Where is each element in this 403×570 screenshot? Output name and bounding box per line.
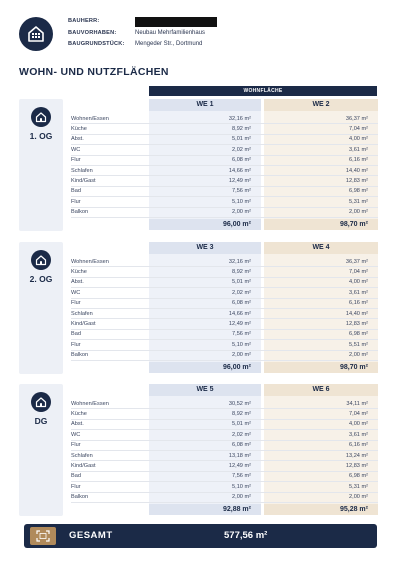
unit-total: 95,28 m² [264,504,378,515]
room-name: Balkon [71,494,89,501]
room-name: Schlafen [71,452,93,459]
room-area-a: 5,10 m² [232,341,251,348]
room-name: Flur [71,157,81,164]
room-area-a: 14,66 m² [228,310,251,317]
table-row [71,124,378,134]
meta-row-bauherr [68,16,217,28]
room-name: Flur [71,341,81,348]
room-area-b: 6,16 m² [349,300,368,307]
floor-label: DG [34,416,48,426]
table-row [71,187,378,197]
room-name: Balkon [71,352,89,359]
floor-label: 2. OG [29,274,53,284]
unit-header: WE 4 [264,242,378,254]
room-area-b: 4,00 m² [349,136,368,143]
unit-header: WE 6 [264,384,378,396]
room-area-a: 6,08 m² [232,442,251,449]
room-area-b: 5,51 m² [349,341,368,348]
house-icon [31,107,51,127]
room-name: Balkon [71,209,89,216]
unit-total: 98,70 m² [264,362,378,373]
table-row [71,135,378,145]
room-area-b: 4,00 m² [349,421,368,428]
room-area-a: 7,56 m² [232,188,251,195]
room-name: Flur [71,198,81,205]
room-area-a: 2,02 m² [232,289,251,296]
table-row [71,278,378,288]
room-area-a: 5,10 m² [232,483,251,490]
room-area-b: 6,98 m² [349,331,368,338]
logo-house-icon [19,17,53,51]
room-area-b: 12,83 m² [345,178,368,185]
room-area-a: 2,00 m² [232,494,251,501]
room-area-b: 5,31 m² [349,483,368,490]
floor-side-panel [19,99,63,231]
wohnflaeche-band: WOHNFLÄCHE [149,86,377,96]
table-row [71,409,378,419]
room-area-a: 2,02 m² [232,431,251,438]
table-row [71,257,378,267]
table-row [71,197,378,207]
room-area-b: 13,24 m² [345,452,368,459]
room-area-a: 5,01 m² [232,421,251,428]
meta-value-vorhaben: Neubau Mehrfamilienhaus [135,29,206,36]
table-row [71,299,378,309]
table-row [71,319,378,329]
room-area-b: 7,04 m² [349,126,368,133]
floor-section [19,242,378,374]
table-row [71,340,378,350]
room-area-b: 12,83 m² [345,463,368,470]
meta-label-vorhaben: BAUVORHABEN: [68,29,117,36]
table-row [71,351,378,361]
page-title: WOHN- UND NUTZFLÄCHEN [19,66,169,78]
table-row [71,399,378,409]
room-area-b: 36,37 m² [345,115,368,122]
room-name: Wohnen/Essen [71,115,109,122]
room-area-b: 5,31 m² [349,198,368,205]
room-area-b: 2,00 m² [349,494,368,501]
unit-header: WE 1 [149,99,261,111]
house-icon [31,392,51,412]
room-name: Abst. [71,421,84,428]
floor-side-panel [19,384,63,516]
project-meta [68,16,217,51]
room-area-a: 8,92 m² [232,411,251,418]
room-name: Kind/Gast [71,321,96,328]
room-area-a: 5,01 m² [232,279,251,286]
room-area-b: 2,00 m² [349,352,368,359]
room-area-a: 7,56 m² [232,473,251,480]
room-name: Küche [71,269,87,276]
room-area-b: 6,98 m² [349,473,368,480]
room-area-a: 12,49 m² [228,321,251,328]
room-name: WC [71,289,81,296]
room-area-a: 5,10 m² [232,198,251,205]
room-name: Bad [71,188,81,195]
house-icon [31,250,51,270]
room-name: Schlafen [71,310,93,317]
meta-label-grundstueck: BAUGRUNDSTÜCK: [68,41,125,47]
meta-row-grundstueck [68,39,217,51]
room-area-a: 2,00 m² [232,352,251,359]
table-row [71,309,378,319]
unit-header: WE 3 [149,242,261,254]
room-name: Kind/Gast [71,463,96,470]
floor-side-panel [19,242,63,374]
room-list [71,257,378,361]
room-area-b: 34,11 m² [346,400,368,407]
room-name: Küche [71,411,87,418]
room-area-b: 6,16 m² [349,442,368,449]
room-area-a: 2,00 m² [232,209,251,216]
table-row [71,441,378,451]
redacted-block [135,17,217,27]
floor-label: 1. OG [29,131,53,141]
table-row [71,145,378,155]
room-area-b: 7,04 m² [349,411,368,418]
room-area-a: 7,56 m² [232,331,251,338]
room-area-b: 3,61 m² [349,289,368,296]
room-area-a: 32,16 m² [228,258,251,265]
room-name: Abst. [71,279,84,286]
floor-section [19,99,378,231]
room-area-b: 3,61 m² [349,146,368,153]
table-row [71,330,378,340]
total-bar [24,524,377,548]
room-area-b: 4,00 m² [349,279,368,286]
table-row [71,461,378,471]
room-area-b: 6,16 m² [349,157,368,164]
room-area-a: 8,92 m² [232,269,251,276]
unit-header: WE 2 [264,99,378,111]
table-row [71,114,378,124]
room-area-b: 14,40 m² [345,310,368,317]
room-name: Bad [71,331,81,338]
unit-total: 96,00 m² [149,362,261,373]
room-name: Schlafen [71,167,93,174]
unit-header: WE 5 [149,384,261,396]
room-area-b: 7,04 m² [349,269,368,276]
table-row [71,208,378,218]
room-name: Wohnen/Essen [71,400,109,407]
room-area-a: 5,01 m² [232,136,251,143]
table-row [71,176,378,186]
room-area-a: 8,92 m² [232,126,251,133]
unit-total: 92,88 m² [149,504,261,515]
floor-section [19,384,378,516]
table-row [71,482,378,492]
unit-total: 98,70 m² [264,219,378,230]
room-list [71,399,378,503]
meta-row-vorhaben [68,28,217,40]
room-area-a: 13,18 m² [228,452,251,459]
room-area-a: 2,02 m² [232,146,251,153]
room-area-a: 6,08 m² [232,157,251,164]
room-area-a: 14,66 m² [228,167,251,174]
total-label: GESAMT [69,530,113,541]
total-value: 577,56 m² [224,530,268,541]
meta-value-grundstueck: Mengeder Str., Dortmund [135,41,203,47]
table-row [71,472,378,482]
room-area-a: 6,08 m² [232,300,251,307]
room-name: Küche [71,126,87,133]
room-area-b: 36,37 m² [345,258,368,265]
room-name: Flur [71,483,81,490]
room-name: WC [71,146,81,153]
meta-label-bauherr: BAUHERR: [68,18,100,24]
room-name: Wohnen/Essen [71,258,109,265]
room-name: Flur [71,300,81,307]
room-name: Kind/Gast [71,178,96,185]
room-name: WC [71,431,81,438]
room-area-a: 32,16 m² [228,115,251,122]
room-area-a: 12,49 m² [228,463,251,470]
room-list [71,114,378,218]
house-icon [26,24,46,44]
room-name: Abst. [71,136,84,143]
table-row [71,288,378,298]
room-area-b: 6,98 m² [349,188,368,195]
room-area-b: 3,61 m² [349,431,368,438]
room-area-a: 30,52 m² [228,400,251,407]
room-name: Flur [71,442,81,449]
table-row [71,267,378,277]
room-area-b: 12,83 m² [345,321,368,328]
table-row [71,166,378,176]
table-row [71,493,378,503]
area-icon [30,527,56,545]
table-row [71,420,378,430]
table-row [71,430,378,440]
room-name: Bad [71,473,81,480]
table-row [71,451,378,461]
unit-total: 96,00 m² [149,219,261,230]
room-area-a: 12,49 m² [228,178,251,185]
room-area-b: 2,00 m² [349,209,368,216]
room-area-b: 14,40 m² [345,167,368,174]
table-row [71,156,378,166]
